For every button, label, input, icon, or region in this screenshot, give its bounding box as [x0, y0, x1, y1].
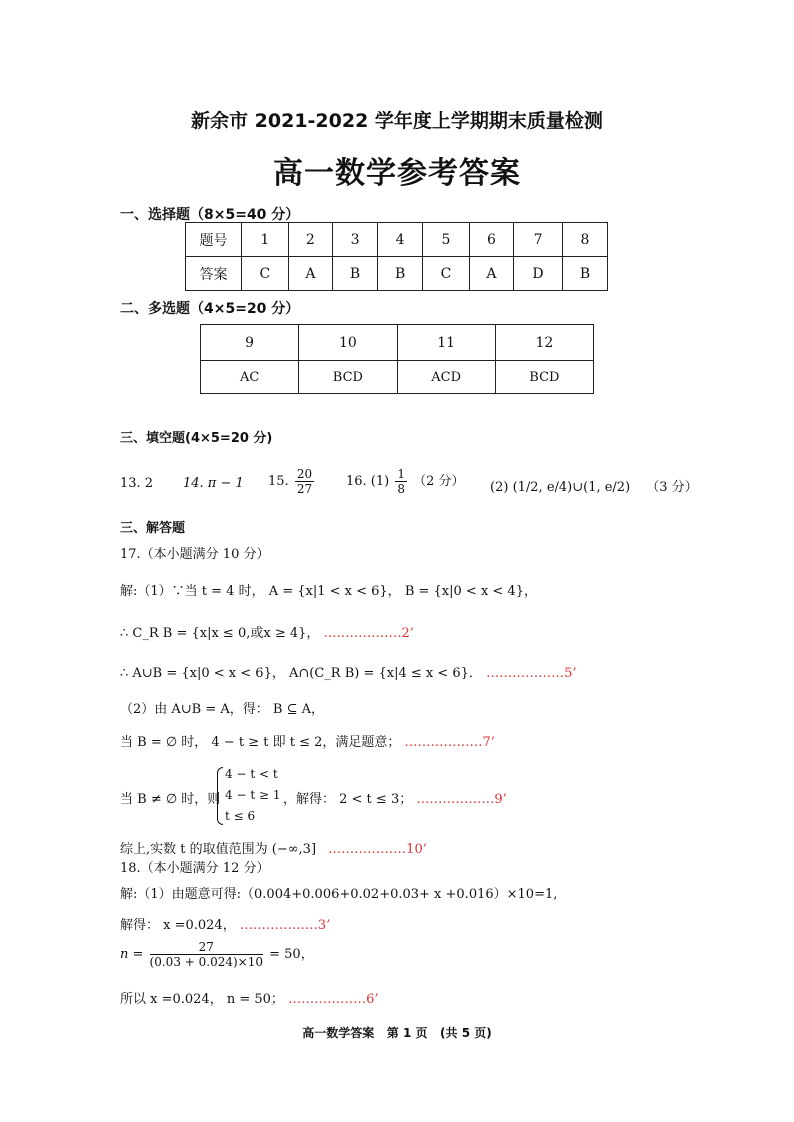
table-cell: A	[288, 257, 332, 291]
section1-heading: 一、选择题（8×5=40 分）	[120, 207, 300, 223]
score-marker: ………………2’	[323, 626, 414, 641]
section2-heading: 二、多选题（4×5=20 分）	[120, 301, 300, 317]
table-cell: 7	[514, 223, 563, 257]
table-row	[186, 257, 608, 291]
table-cell: 3	[333, 223, 378, 257]
table-cell: 6	[469, 223, 513, 257]
system-eq-3: t ≤ 6	[225, 809, 256, 823]
score-marker: ………………3’	[239, 918, 331, 933]
q17-line4: （2）由 A∪B = A，得： B ⊆ A，	[120, 702, 325, 717]
table-cell: BCD	[299, 361, 397, 394]
table-cell: C	[242, 257, 289, 291]
table-cell: A	[469, 257, 513, 291]
table-cell: BCD	[495, 361, 593, 394]
table-cell: 1	[242, 223, 289, 257]
score-note: （3 分）	[646, 480, 698, 495]
q18-line3-post: = 50，	[269, 947, 314, 962]
choice-answer-table	[185, 222, 608, 291]
fraction: $\frac{27}{(0.03 + 0.024)\times 10}$	[149, 940, 263, 969]
answer-16-label: 16. (1)	[346, 474, 390, 489]
answer-13: 13. 2	[120, 476, 154, 491]
score-marker: ………………6’	[288, 992, 379, 1007]
answer-16-part2-label: (2)	[490, 480, 509, 495]
answer-16-part2	[490, 476, 698, 495]
q17-line2	[120, 622, 414, 641]
table-cell: 2	[288, 223, 332, 257]
score-marker: ………………7’	[404, 735, 495, 750]
multi-answer-table	[200, 324, 594, 394]
table-cell: B	[562, 257, 607, 291]
q17-line1: 解:（1）∵当 t = 4 时， A = {x|1 < x < 6}， B = {x|0 < x < 4}，	[120, 584, 537, 599]
table-cell: 8	[562, 223, 607, 257]
q17-line6-post	[283, 788, 507, 807]
q18-line2	[120, 914, 330, 933]
table-row	[186, 223, 608, 257]
q18-line1: 解:（1）由题意可得:（0.004+0.006+0.02+0.03+ x +0.016）×10=1,	[120, 887, 558, 902]
table-cell: D	[514, 257, 563, 291]
table-cell: 5	[423, 223, 470, 257]
table-cell: AC	[201, 361, 299, 394]
answer-15	[268, 467, 316, 496]
q17-line3	[120, 662, 576, 681]
table-cell: 4	[378, 223, 423, 257]
answer-15-label: 15.	[268, 474, 289, 489]
score-marker: ………………9’	[416, 792, 507, 807]
q17-line6-text: ，解得： 2 < t ≤ 3；	[283, 792, 413, 807]
table-cell: 9	[201, 325, 299, 361]
fraction: $\frac{20}{27}$	[296, 467, 313, 496]
section3-heading: 三、填空题(4×5=20 分)	[120, 431, 273, 446]
q18-header: 18.（本小题满分 12 分）	[120, 861, 270, 876]
table-cell: B	[378, 257, 423, 291]
table-row	[201, 325, 594, 361]
q18-line3-pre: n =	[120, 947, 144, 962]
score-marker: ………………5’	[486, 666, 577, 681]
row-label: 题号	[186, 223, 242, 257]
q17-line7-text: 综上,实数 t 的取值范围为 (−∞,3]	[120, 842, 317, 857]
page-footer: 高一数学答案 第 1 页 (共 5 页)	[302, 1026, 492, 1040]
q18-line4	[120, 988, 378, 1007]
system-brace	[217, 767, 223, 825]
table-cell: ACD	[397, 361, 495, 394]
q18-line2-text: 解得： x =0.024，	[120, 918, 236, 933]
system-eq-1: 4 − t < t	[225, 767, 278, 781]
q17-line5-text: 当 B = ∅ 时， 4 − t ≥ t 即 t ≤ 2，满足题意；	[120, 735, 401, 750]
q17-line3-text: ∴ A∪B = {x|0 < x < 6}， A∩(C_R B) = {x|4 ≤ x < 6}．	[120, 666, 482, 681]
score-marker: ………………10’	[328, 842, 427, 857]
table-cell: 10	[299, 325, 397, 361]
table-cell: 12	[495, 325, 593, 361]
q18-line3	[120, 940, 314, 969]
score-note: （2 分）	[413, 474, 465, 489]
q17-line2-text: ∴ C_R B = {x|x ≤ 0,或x ≥ 4}，	[120, 626, 320, 641]
q17-header: 17.（本小题满分 10 分）	[120, 547, 270, 562]
answer-16-part2-value: (1/2, e/4)∪(1, e/2)	[512, 480, 631, 495]
doc-title: 高一数学参考答案	[273, 156, 521, 191]
table-cell: 11	[397, 325, 495, 361]
q17-line7	[120, 838, 427, 857]
table-cell: C	[423, 257, 470, 291]
system-eq-2: 4 − t ≥ 1	[225, 788, 281, 802]
row-label: 答案	[186, 257, 242, 291]
exam-title: 新余市 2021-2022 学年度上学期期末质量检测	[191, 110, 603, 132]
section4-heading: 三、解答题	[120, 521, 186, 536]
table-row	[201, 361, 594, 394]
fraction: $\frac{1}{8}$	[397, 467, 406, 496]
table-cell: B	[333, 257, 378, 291]
q17-line6-pre: 当 B ≠ ∅ 时，则	[120, 792, 221, 807]
answer-16-part1	[346, 467, 465, 496]
answer-14: 14. π − 1	[183, 476, 244, 491]
q18-line4-text: 所以 x =0.024， n = 50；	[120, 992, 284, 1007]
q17-line5	[120, 731, 495, 750]
